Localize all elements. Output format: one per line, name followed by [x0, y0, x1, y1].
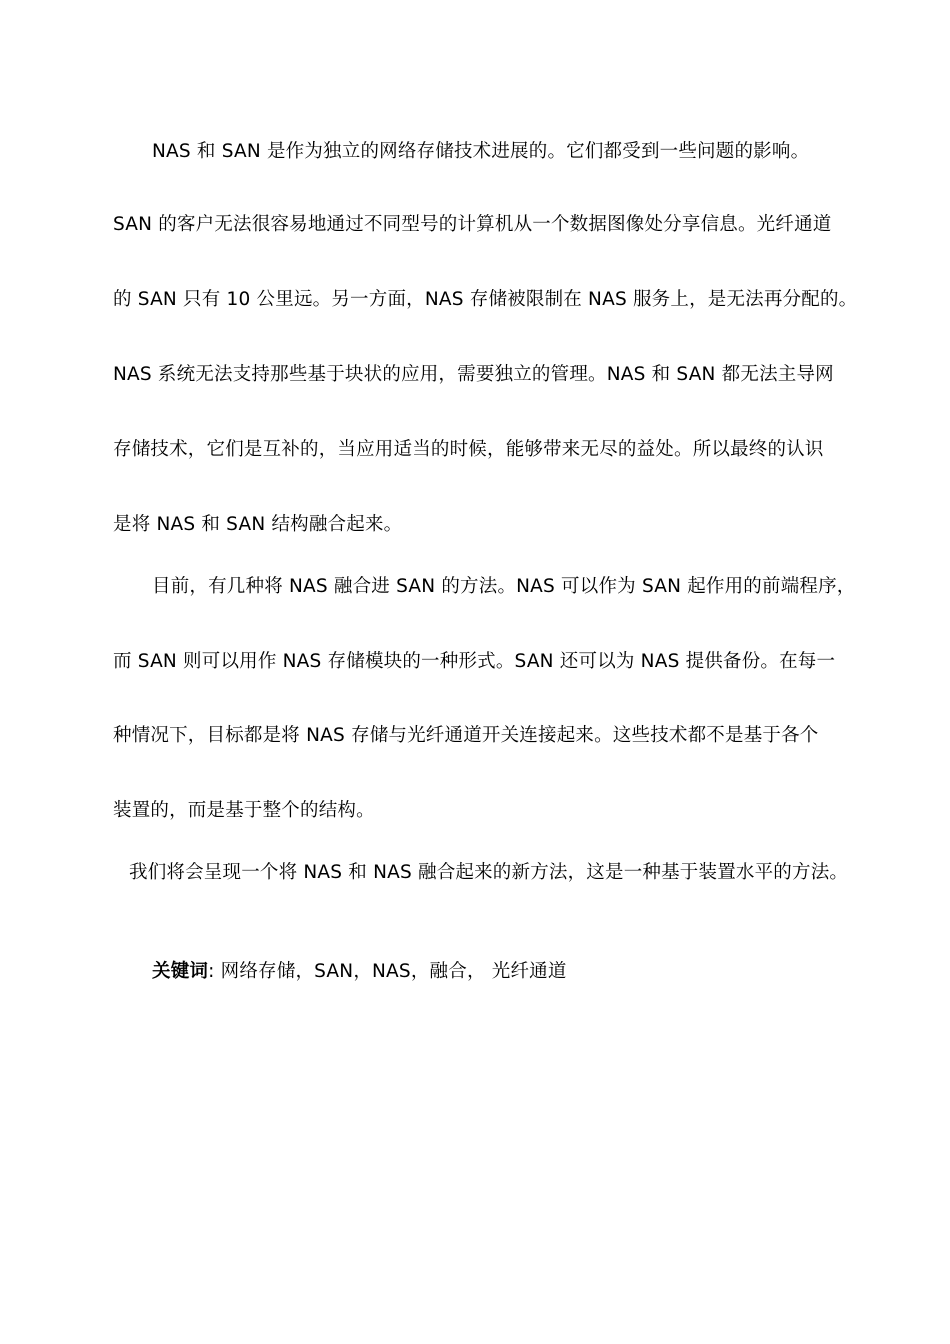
paragraph-1-line-5: 存储技术，它们是互补的，当应用适当的时候，能够带来无尽的益处。所以最终的认识	[113, 439, 824, 460]
keywords-value: 网络存储，SAN，NAS，融合， 光纤通道	[220, 961, 567, 982]
paragraph-2-line-4: 装置的，而是基于整个的结构。	[113, 800, 375, 821]
paragraph-1-line-3: 的 SAN 只有 10 公里远。另一方面，NAS 存储被限制在 NAS 服务上，是无法再分配的。	[113, 289, 858, 310]
paragraph-2-line-3: 种情况下，目标都是将 NAS 存储与光纤通道开关连接起来。这些技术都不是基于各个	[113, 725, 819, 746]
paragraph-1-line-1: NAS 和 SAN 是作为独立的网络存储技术进展的。它们都受到一些问题的影响。	[152, 141, 810, 162]
keywords-label: 关键词	[152, 961, 209, 982]
paragraph-1-line-2: SAN 的客户无法很容易地通过不同型号的计算机从一个数据图像处分享信息。光纤通道	[113, 214, 832, 235]
paragraph-1-line-4: NAS 系统无法支持那些基于块状的应用，需要独立的管理。NAS 和 SAN 都无法主导网	[113, 364, 834, 385]
paragraph-1-line-6: 是将 NAS 和 SAN 结构融合起来。	[113, 514, 403, 535]
paragraph-2-line-2: 而 SAN 则可以用作 NAS 存储模块的一种形式。SAN 还可以为 NAS 提供备份。在每一	[113, 651, 836, 672]
keywords-line	[152, 960, 892, 984]
paragraph-2-line-1: 目前，有几种将 NAS 融合进 SAN 的方法。NAS 可以作为 SAN 起作用的前端程序，	[152, 576, 856, 597]
keywords-separator: :	[208, 961, 215, 982]
paragraph-3: 我们将会呈现一个将 NAS 和 NAS 融合起来的新方法，这是一种基于装置水平的方法。	[129, 862, 849, 883]
